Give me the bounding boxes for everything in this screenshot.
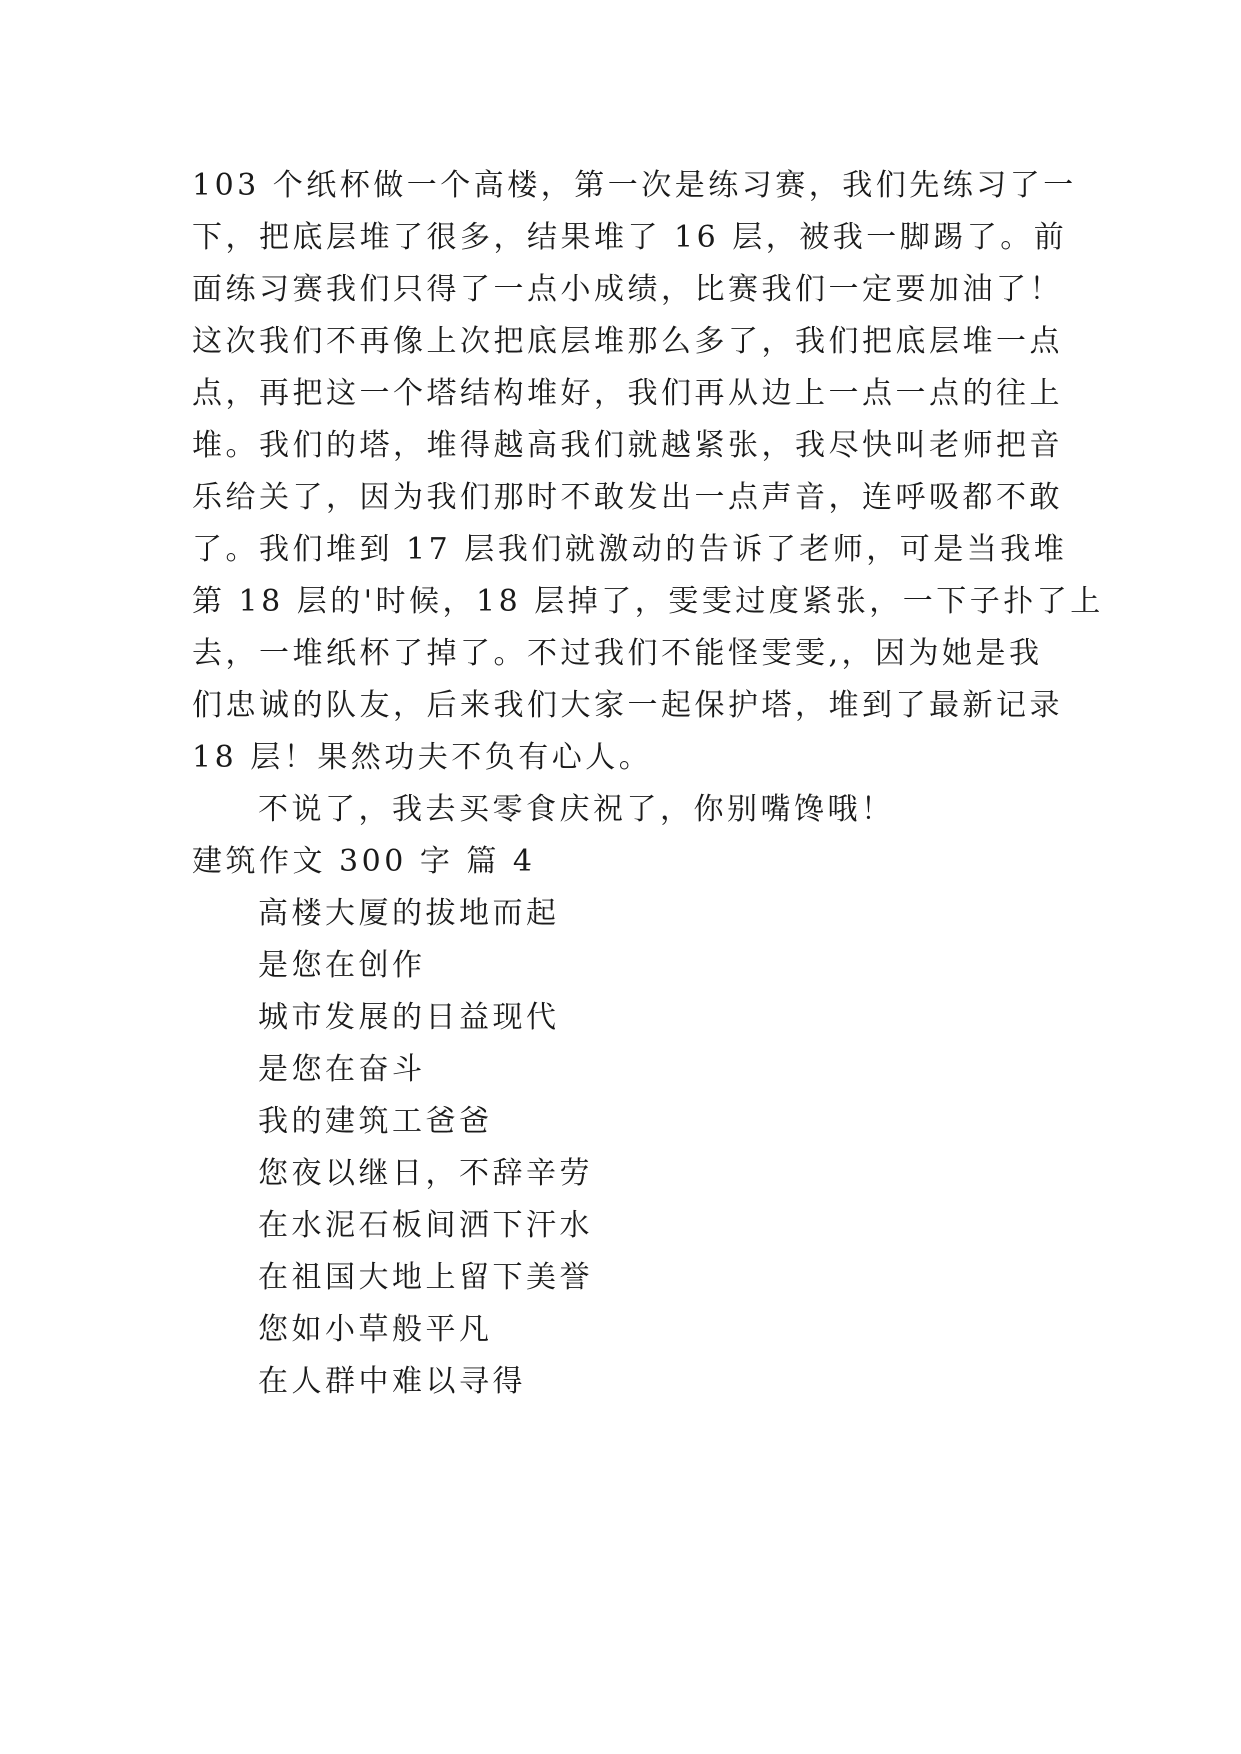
poem-line: 在人群中难以寻得 bbox=[258, 1364, 526, 1399]
poem-line: 是您在创作 bbox=[258, 948, 426, 983]
paragraph-line: 去，一堆纸杯了掉了。不过我们不能怪雯雯,，因为她是我 bbox=[192, 636, 1043, 671]
paragraph-line: 点，再把这一个塔结构堆好，我们再从边上一点一点的往上 bbox=[192, 376, 1063, 411]
paragraph-line: 下，把底层堆了很多，结果堆了 16 层，被我一脚踢了。前 bbox=[192, 220, 1068, 255]
paragraph-line: 面练习赛我们只得了一点小成绩，比赛我们一定要加油了！ bbox=[192, 272, 1063, 307]
closing-paragraph: 不说了，我去买零食庆祝了，你别嘴馋哦！ bbox=[258, 792, 895, 827]
poem-line: 高楼大厦的拔地而起 bbox=[258, 896, 560, 931]
paragraph-line: 这次我们不再像上次把底层堆那么多了，我们把底层堆一点 bbox=[192, 324, 1063, 359]
poem-line: 是您在奋斗 bbox=[258, 1052, 426, 1087]
poem-line: 您如小草般平凡 bbox=[258, 1312, 493, 1347]
poem-line: 在水泥石板间洒下汗水 bbox=[258, 1208, 593, 1243]
paragraph-line: 们忠诚的队友，后来我们大家一起保护塔，堆到了最新记录 bbox=[192, 688, 1063, 723]
poem-line: 城市发展的日益现代 bbox=[258, 1000, 560, 1035]
poem-line: 我的建筑工爸爸 bbox=[258, 1104, 493, 1139]
poem-line: 在祖国大地上留下美誉 bbox=[258, 1260, 593, 1295]
paragraph-line: 18 层！果然功夫不负有心人。 bbox=[192, 740, 653, 775]
paragraph-line: 堆。我们的塔，堆得越高我们就越紧张，我尽快叫老师把音 bbox=[192, 428, 1063, 463]
paragraph-line: 第 18 层的'时候，18 层掉了，雯雯过度紧张，一下子扑了上 bbox=[192, 584, 1104, 619]
paragraph-line: 乐给关了，因为我们那时不敢发出一点声音，连呼吸都不敢 bbox=[192, 480, 1063, 515]
section-heading: 建筑作文 300 字 篇 4 bbox=[192, 844, 536, 879]
poem-line: 您夜以继日，不辞辛劳 bbox=[258, 1156, 593, 1191]
paragraph-line: 了。我们堆到 17 层我们就激动的告诉了老师，可是当我堆 bbox=[192, 532, 1068, 567]
paragraph-line: 103 个纸杯做一个高楼，第一次是练习赛，我们先练习了一 bbox=[192, 168, 1077, 203]
